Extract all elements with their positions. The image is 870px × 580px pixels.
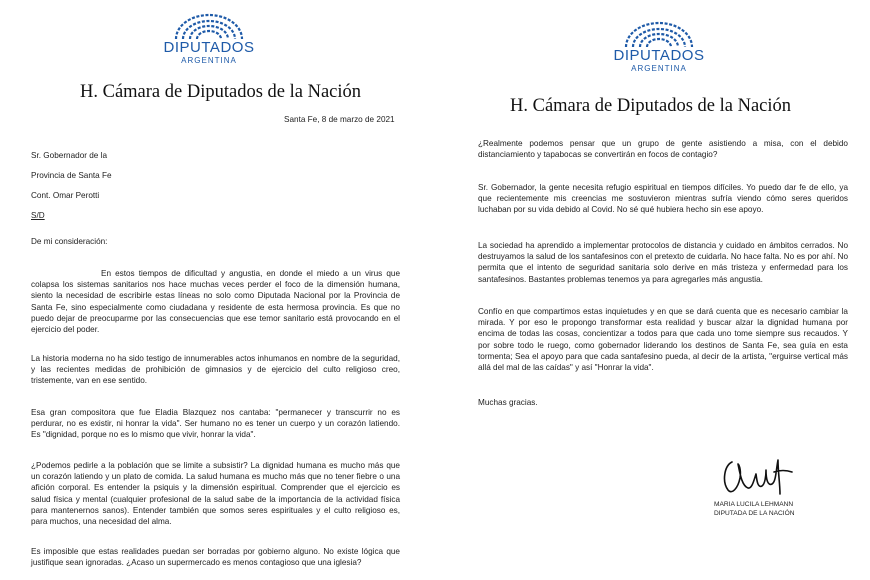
- address-line: S/D: [31, 211, 45, 220]
- diputados-logo: [154, 12, 264, 65]
- page-gap: [428, 0, 438, 580]
- logo-country-text: ARGENTINA: [181, 56, 237, 65]
- letter-date: Santa Fe, 8 de marzo de 2021: [284, 115, 395, 124]
- paragraph: ¿Realmente podemos pensar que un grupo de gente asistiendo a misa, con el debido distanciamiento y tapabocas se convertirán en focos de contagio?: [478, 139, 848, 160]
- letter-page-1: [0, 0, 428, 580]
- signer-title: DIPUTADA DE LA NACIÓN: [714, 510, 795, 517]
- paragraph: Es imposible que estas realidades puedan ser borradas por gobierno alguno. No existe lógica que justifique sean ignoradas. ¿Acaso un supermercado es menos contagioso que una iglesia?: [31, 547, 400, 568]
- paragraph: Esa gran compositora que fue Eladia Blazquez nos cantaba: "permanecer y transcurrir no es perdurar, no es existir, ni honrar la vida". Ser humano no es tener un cuerpo y un corazón latiendo. Es "dignidad, porque no es lo mismo que vivir, honrar la vida".: [31, 408, 400, 440]
- closing-text: Muchas gracias.: [478, 398, 538, 407]
- address-line: Provincia de Santa Fe: [31, 171, 112, 180]
- handwritten-signature: [718, 452, 798, 500]
- paragraph: La historia moderna no ha sido testigo de innumerables actos inhumanos en nombre de la seguridad, y las recientes medidas de prohibición de gimnasios y de ejercicio del culto religioso creo, tristemente, van en ese sentido.: [31, 354, 400, 386]
- paragraph: ¿Podemos pedirle a la población que se limite a subsistir? La dignidad humana es mucho más que un corazón latiendo y un plato de comida. La salud humana es mucho más que no tener fiebre o una afición corporal. Es entender la psiquis y la dimensión espiritual. Comprender que el ejercicio es salud física y mental (cualquier profesional de la salud sabe de la importancia de la actividad física para mantenernos sanos). Entender también que somos seres espirituales y el culto religioso es, para muchos, una necesidad del alma.: [31, 461, 400, 527]
- paragraph: Confío en que compartimos estas inquietudes y en que se dará cuenta que es necesario cambiar la mirada. Y por eso le propongo transformar esta realidad y buscar alzar la dignidad humana por encima de todas las cosas, concientizar a todos para que cada uno tome siempre sus recaudos. Y por sobre todo le ruego, como gobernador liderando los destinos de Santa Fe, sea guía en esta tormenta; Sea el apoyo para que cada santafesino pueda, al decir de la artista, "erguirse vertical más allá del mal de las caídas" y así "Honrar la vida".: [478, 307, 848, 373]
- address-line: Cont. Omar Perotti: [31, 191, 100, 200]
- page-title: H. Cámara de Diputados de la Nación: [80, 82, 362, 102]
- logo-brand-text: DIPUTADOS: [613, 47, 705, 64]
- logo-brand-text: DIPUTADOS: [163, 39, 255, 56]
- salutation: De mi consideración:: [31, 237, 108, 246]
- page-title: H. Cámara de Diputados de la Nación: [510, 96, 792, 116]
- congress-dome-icon: [170, 12, 248, 40]
- diputados-logo: [604, 20, 714, 73]
- logo-country-text: ARGENTINA: [631, 64, 687, 73]
- paragraph: La sociedad ha aprendido a implementar protocolos de distancia y cuidado en ámbitos cerrados. No destruyamos la salud de los santafesinos con el pretexto de cuidarla. No hace falta. No es por ahí. No permita que el intento de seguridad sanitaria solo derive en más tristeza y enfermedad para los santafesinos. Bastantes problemas tenemos ya para agregarles más angustia.: [478, 241, 848, 284]
- address-line: Sr. Gobernador de la: [31, 151, 108, 160]
- paragraph: Sr. Gobernador, la gente necesita refugio espiritual en tiempos difíciles. Yo puedo dar fe de ello, ya que recientemente mis creencias me sostuvieron mientras sufría viendo cómo seres queridos luchaban por su vida debido al Covid. No sé qué hubiera hecho sin ese apoyo.: [478, 183, 848, 215]
- letter-page-2: [438, 0, 870, 580]
- congress-dome-icon: [620, 20, 698, 48]
- signer-name: MARIA LUCILA LEHMANN: [714, 501, 794, 508]
- paragraph: En estos tiempos de dificultad y angustia, en donde el miedo a un virus que colapsa los sistemas sanitarios nos hace muchas veces perder el foco de la dimensión humana, siento la necesidad de escribirle estas líneas no solo como Diputada Nacional por la Provincia de Santa Fe, sino especialmente como ciudadana y residente de esta hermosa provincia. Es que no puedo dejar de preocuparme por las consecuencias que ese temor sanitario está provocando en el ejercicio del poder.: [31, 269, 400, 335]
